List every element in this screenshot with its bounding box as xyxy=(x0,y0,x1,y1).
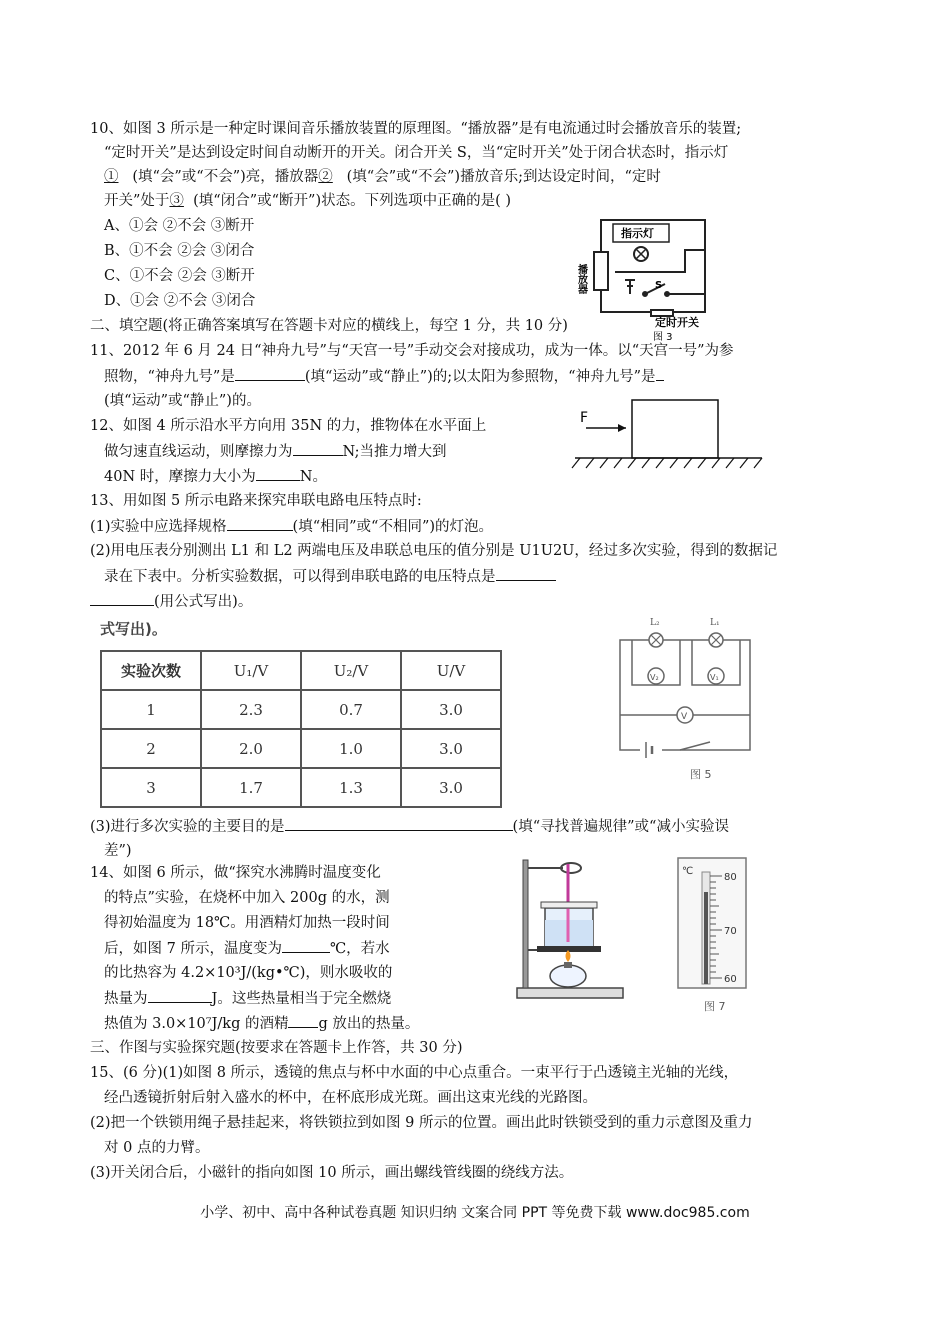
section-3-heading: 三、作图与实验探究题(按要求在答题卡上作答，共 30 分) xyxy=(90,1040,463,1056)
q13-blank3 xyxy=(90,590,154,606)
fig3-caption: 图 3 xyxy=(653,332,673,342)
fig3-timer-label: 定时开关 xyxy=(655,316,699,329)
q14-line7-pre: 热值为 3.0×10⁷J/kg 的酒精 xyxy=(104,1016,289,1032)
q14-line5: 的比热容为 4.2×10³J/(kg•℃)，则水吸收的 xyxy=(104,965,393,981)
q12-line2-pre: 做匀速直线运动，则摩擦力为 xyxy=(104,444,293,460)
q12-line3 xyxy=(104,465,327,488)
q11-line2 xyxy=(104,365,664,388)
q13-blank2 xyxy=(496,565,556,581)
q13-line6 xyxy=(90,815,729,838)
q15-line4: 对 0 点的力臂。 xyxy=(104,1140,210,1156)
fig3-lamp-label: 指示灯 xyxy=(621,227,654,240)
q14-line7 xyxy=(104,1012,419,1035)
arrow-icon xyxy=(618,424,626,432)
fig5-v-label: V xyxy=(681,712,688,722)
fig7-tick-60: 60 xyxy=(724,974,737,985)
fig4-force-label: F xyxy=(580,410,589,426)
table-row xyxy=(101,768,501,807)
figure-3-circuit xyxy=(575,212,715,342)
figure-6-apparatus xyxy=(505,850,630,1010)
q13-line5-text: (用公式写出)。 xyxy=(154,594,253,610)
fig7-caption: 图 7 xyxy=(704,1000,726,1013)
q13-line7: 差”) xyxy=(104,843,132,859)
q10-line3-pre: (填“会”或“不会”)亮，播放器 xyxy=(132,169,319,185)
fig5-v1-label: V₁ xyxy=(710,673,719,682)
table-cell: 3.0 xyxy=(401,768,501,807)
table-cell: 0.7 xyxy=(301,690,401,729)
table-row xyxy=(101,729,501,768)
fig5-l2-label: L₂ xyxy=(650,618,660,628)
mercury-column xyxy=(704,892,708,984)
q11-blank2 xyxy=(656,365,664,381)
table-cell: 1.0 xyxy=(301,729,401,768)
wire-gauze xyxy=(537,946,601,952)
q10-option-d: D、①会 ②不会 ③闭合 xyxy=(104,293,256,309)
table-cell: 3 xyxy=(101,768,201,807)
q10-option-a: A、①会 ②不会 ③断开 xyxy=(104,218,255,234)
q11-line1: 11、2012 年 6 月 24 日“神舟九号”与“天宫一号”手动交会对接成功，成为一体。以“天宫一号”为参 xyxy=(90,343,734,359)
q14-line2: 的特点”实验，在烧杯中加入 200g 的水，测 xyxy=(104,890,390,906)
q10-blank1: ① xyxy=(104,169,119,185)
q11-line3: (填“运动”或“静止”)的。 xyxy=(104,393,261,409)
q13-line4-text: 录在下表中。分析实验数据，可以得到串联电路的电压特点是 xyxy=(104,569,496,585)
figure-4-block xyxy=(570,395,770,470)
q14-line6-pre: 热量为 xyxy=(104,991,148,1007)
q12-line3-pre: 40N 时，摩擦力大小为 xyxy=(104,469,256,485)
q13-line5 xyxy=(90,590,252,613)
q15-line2: 经凸透镜折射后射入盛水的杯中，在杯底形成光斑。画出这束光线的光路图。 xyxy=(104,1090,597,1106)
q12-line1: 12、如图 4 所示沿水平方向用 35N 的力，推物体在水平面上 xyxy=(90,418,487,434)
q10-line4-pre: 开关”处于 xyxy=(104,193,170,209)
q13-line2-post: (填“相同”或“不相同”)的灯泡。 xyxy=(292,519,494,535)
q13-line1: 13、用如图 5 所示电路来探究串联电路电压特点时: xyxy=(90,493,422,509)
q10-option-b: B、①不会 ②会 ③闭合 xyxy=(104,243,255,259)
q14-line7-post: g 放出的热量。 xyxy=(318,1016,420,1032)
q13-blank1 xyxy=(227,515,293,531)
q13-line6-pre: (3)进行多次实验的主要目的是 xyxy=(90,819,285,835)
q13-line4 xyxy=(104,565,556,588)
page-footer: 小学、初中、高中各种试卷真题 知识归纳 文案合同 PPT 等免费下载 www.doc985.com xyxy=(200,1205,750,1221)
q13-line2 xyxy=(90,515,493,538)
q10-line1: 10、如图 3 所示是一种定时课间音乐播放装置的原理图。“播放器”是有电流通过时会播放音乐的装置; xyxy=(90,121,742,137)
table-cell: 2 xyxy=(101,729,201,768)
fig5-l1-label: L₁ xyxy=(710,618,720,628)
fig3-switch-label: S xyxy=(655,280,663,291)
q14-blank2 xyxy=(148,987,212,1003)
table-header-cell: 实验次数 xyxy=(101,651,201,690)
q13-scan-text: 式写出)。 xyxy=(100,620,167,638)
figure-7-thermometer xyxy=(670,852,760,1017)
q10-line3-post: (填“会”或“不会”)播放音乐;到达设定时间，“定时 xyxy=(346,169,661,185)
q14-line4 xyxy=(104,937,390,960)
q12-blank1 xyxy=(293,440,343,456)
stand-base xyxy=(517,988,623,998)
q10-line4-post: (填“闭合”或“断开”)状态。下列选项中正确的是( ) xyxy=(193,193,512,209)
fig7-tick-80: 80 xyxy=(724,872,737,883)
q14-line1: 14、如图 6 所示，做“探究水沸腾时温度变化 xyxy=(90,865,381,881)
fig5-caption: 图 5 xyxy=(690,768,712,781)
q14-line4-pre: 后，如图 7 所示，温度变为 xyxy=(104,941,282,957)
stand-rod xyxy=(523,860,528,988)
q13-data-table xyxy=(100,650,502,808)
q12-blank2 xyxy=(256,465,300,481)
fig7-unit: ℃ xyxy=(682,866,694,877)
q13-line6-post: (填“寻找普遍规律”或“减小实验误 xyxy=(512,819,729,835)
q14-line3: 得初始温度为 18℃。用酒精灯加热一段时间 xyxy=(104,915,390,931)
table-cell: 1 xyxy=(101,690,201,729)
q11-blank1 xyxy=(235,365,305,381)
q11-line2-post: (填“运动”或“静止”)的;以太阳为参照物，“神舟九号”是 xyxy=(304,369,656,385)
table-cell: 3.0 xyxy=(401,690,501,729)
q14-blank3 xyxy=(288,1012,318,1028)
q10-line4 xyxy=(104,190,511,212)
table-cell: 2.3 xyxy=(201,690,301,729)
table-header-row xyxy=(101,651,501,690)
q11-line2-pre: 照物，“神舟九号”是 xyxy=(104,369,235,385)
table-header-cell: U₁/V xyxy=(201,651,301,690)
figure-5-circuit xyxy=(610,610,760,790)
q13-line3: (2)用电压表分别测出 L1 和 L2 两端电压及串联总电压的值分别是 U1U2U，经过多次实验，得到的数据记 xyxy=(90,543,778,559)
q15-line1: 15、(6 分)(1)如图 8 所示，透镜的焦点与杯中水面的中心点重合。一束平行于凸透镜主光轴的光线， xyxy=(90,1065,739,1081)
q10-blank3: ③ xyxy=(169,193,184,209)
table-header-cell: U₂/V xyxy=(301,651,401,690)
q15-line5: (3)开关闭合后，小磁针的指向如图 10 所示，画出螺线管线圈的绕线方法。 xyxy=(90,1165,574,1181)
q14-line4-post: ℃，若水 xyxy=(329,941,390,957)
block xyxy=(632,400,718,458)
alcohol-lamp xyxy=(550,965,586,987)
table-cell: 2.0 xyxy=(201,729,301,768)
table-cell: 1.3 xyxy=(301,768,401,807)
section-2-heading: 二、填空题(将正确答案填写在答题卡对应的横线上，每空 1 分，共 10 分) xyxy=(90,318,568,334)
q10-blank2: ② xyxy=(318,169,333,185)
fig3-player-label: 播放器 xyxy=(575,264,587,294)
q14-line6 xyxy=(104,987,391,1010)
table-row xyxy=(101,690,501,729)
table-cell: 3.0 xyxy=(401,729,501,768)
q15-line3: (2)把一个铁锁用绳子悬挂起来，将铁锁拉到如图 9 所示的位置。画出此时铁锁受到的重力示意图及重力 xyxy=(90,1115,753,1131)
table-cell: 1.7 xyxy=(201,768,301,807)
q13-line2-pre: (1)实验中应选择规格 xyxy=(90,519,227,535)
fig5-v2-label: V₂ xyxy=(650,673,659,682)
q13-blank4 xyxy=(285,815,513,831)
q14-line6-post: J。这些热量相当于完全燃烧 xyxy=(211,991,392,1007)
q12-line2 xyxy=(104,440,447,463)
q12-line3-post: N。 xyxy=(299,469,327,485)
fig7-tick-70: 70 xyxy=(724,926,737,937)
q10-line2: “定时开关”是达到设定时间自动断开的开关。闭合开关 S，当“定时开关”处于闭合状态时，指示灯 xyxy=(104,145,729,161)
q14-blank1 xyxy=(282,937,330,953)
q10-option-c: C、①不会 ②会 ③断开 xyxy=(104,268,255,284)
table-header-cell: U/V xyxy=(401,651,501,690)
q12-line2-post: N;当推力增大到 xyxy=(342,444,447,460)
q10-line3 xyxy=(104,166,661,188)
